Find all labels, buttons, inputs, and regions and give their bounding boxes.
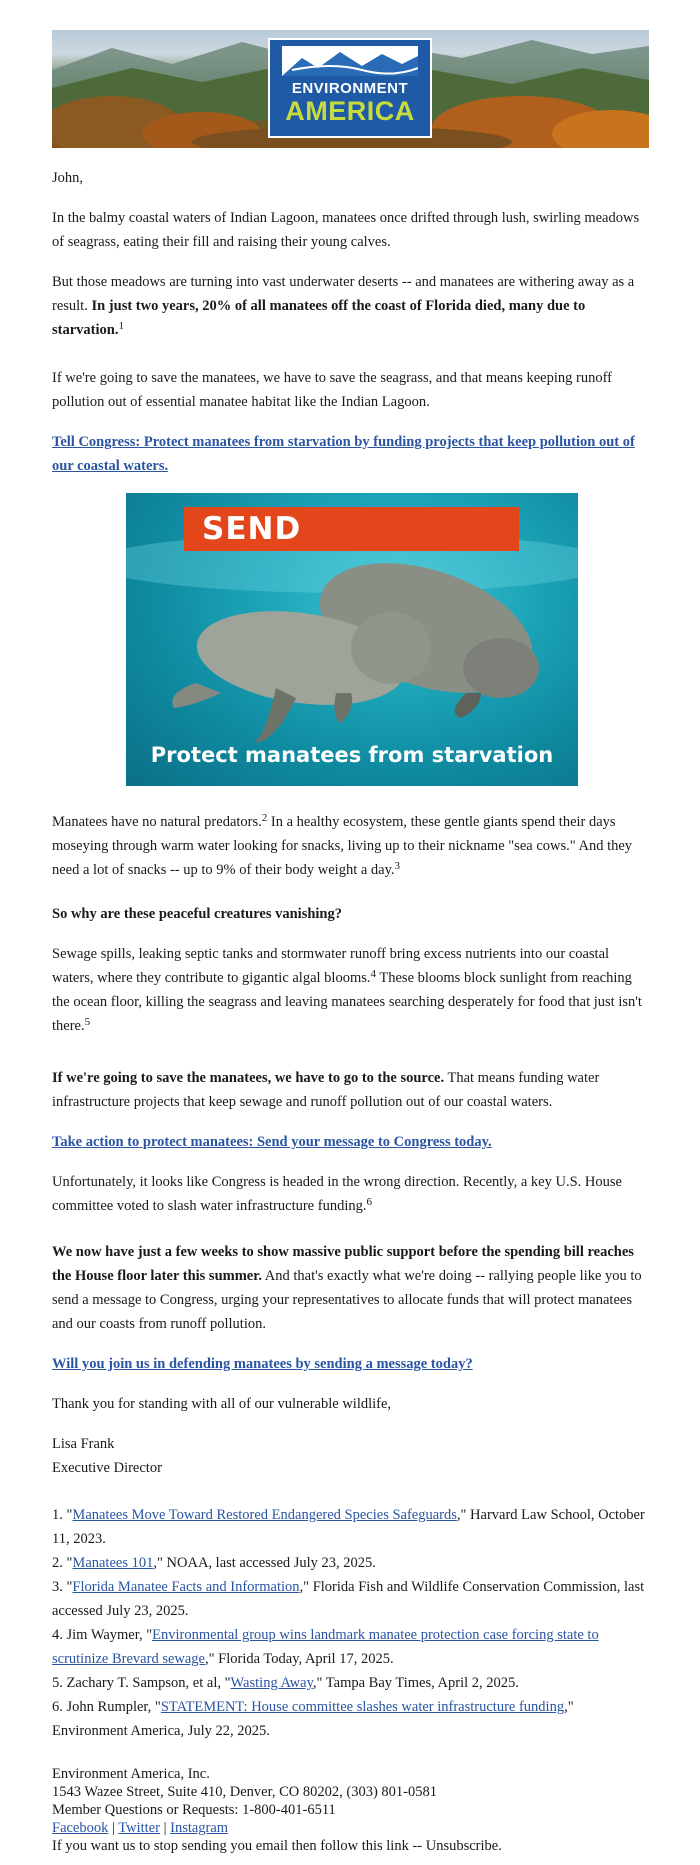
reference-suffix: ," NOAA, last accessed July 23, 2025.	[153, 1555, 376, 1571]
paragraph-predators-text: Manatees have no natural predators.	[52, 814, 262, 830]
paragraph-seagrass: If we're going to save the manatees, we have to save the seagrass, and that means keeping runoff pollution out of essential manatee habitat like the Indian Lagoon.	[52, 370, 612, 410]
reference-item	[52, 1623, 649, 1671]
footnote-ref-4: 4	[370, 968, 377, 980]
paragraph-congress-text: Unfortunately, it looks like Congress is headed in the wrong direction. Recently, a key U.S. House committee voted to slash water infrastructure funding.	[52, 1174, 622, 1214]
signature-name: Lisa Frank	[52, 1436, 115, 1452]
reference-link[interactable]: Environmental group wins landmark manatee protection case forcing state to scrutinize Brevard sewage	[52, 1627, 599, 1667]
footer-unsubscribe[interactable]: If you want us to stop sending you email then follow this link -- Unsubscribe.	[52, 1838, 502, 1854]
reference-item	[52, 1671, 649, 1695]
footer-address: 1543 Wazee Street, Suite 410, Denver, CO 80202, (303) 801-0581	[52, 1784, 437, 1800]
paragraph-predators-text-2: In a healthy ecosystem, these gentle giants spend their days moseying through warm water looking for snacks, living up to their nickname "sea cows." And they need a lot of snacks -- up to 9% of their body weight a day.	[52, 814, 633, 878]
greeting: John,	[52, 170, 84, 186]
twitter-link[interactable]: Twitter	[118, 1820, 160, 1836]
paragraph-source-text: That means funding water infrastructure projects that keep sewage and runoff pollution out of our coastal waters.	[52, 1070, 600, 1110]
section-heading: So why are these peaceful creatures vanishing?	[52, 906, 342, 922]
facebook-link[interactable]: Facebook	[52, 1820, 109, 1836]
reference-prefix: 1. "	[52, 1507, 73, 1523]
footnote-ref-2: 2	[261, 812, 268, 824]
reference-prefix: 2. "	[52, 1555, 73, 1571]
reference-prefix: 3. "	[52, 1579, 73, 1595]
footer-contact: Member Questions or Requests: 1-800-401-6511	[52, 1802, 336, 1818]
footnote-ref-6: 6	[366, 1196, 372, 1208]
reference-link[interactable]: Florida Manatee Facts and Information	[72, 1579, 300, 1595]
paragraph-source	[52, 1066, 649, 1114]
reference-link[interactable]: STATEMENT: House committee slashes water infrastructure funding	[160, 1699, 565, 1715]
paragraph-support-text: And that's exactly what we're doing -- rallying people like you to send a message to Congress, urging your representatives to allocate funds that will protect manatees and our coasts from runoff pollution.	[52, 1268, 642, 1332]
logo-mountain-icon	[282, 46, 418, 76]
reference-suffix: ," Tampa Bay Times, April 2, 2025.	[312, 1675, 519, 1691]
email-footer	[52, 1765, 649, 1855]
closing-line: Thank you for standing with all of our vulnerable wildlife,	[52, 1396, 392, 1412]
paragraph-support-bold: We now have just a few weeks to show massive public support before the spending bill reaches the House floor later this summer.	[52, 1244, 634, 1284]
paragraph-sewage-text-2: These blooms block sunlight from reaching the ocean floor, killing the seagrass and leaving manatees searching desperately for food that just isn't there.	[52, 970, 642, 1034]
paragraph-predators	[52, 810, 649, 882]
paragraph-meadows-bold: In just two years, 20% of all manatees off the coast of Florida died, many due to starvation.	[52, 298, 586, 338]
reference-link[interactable]: Manatees Move Toward Restored Endangered Species Safeguards	[72, 1507, 457, 1523]
reference-suffix: ," Florida Fish and Wildlife Conservation Commission, last accessed July 23, 2025.	[52, 1579, 645, 1619]
signature-title: Executive Director	[52, 1460, 162, 1476]
logo-line1: ENVIRONMENT	[291, 80, 409, 97]
reference-suffix: ," Florida Today, April 17, 2025.	[205, 1651, 394, 1667]
reference-prefix: 5. Zachary T. Sampson, et al, "	[52, 1675, 231, 1691]
footnote-ref-3: 3	[394, 860, 401, 872]
send-banner	[184, 507, 519, 551]
paragraph-congress	[52, 1170, 649, 1218]
environment-america-logo[interactable]	[268, 38, 432, 138]
image-caption: Protect manatees from starvation	[150, 743, 554, 767]
reference-link[interactable]: Manatees 101	[72, 1555, 154, 1571]
reference-prefix: 6. John Rumpler, "	[52, 1699, 161, 1715]
header-banner	[52, 30, 649, 148]
reference-item	[52, 1575, 649, 1623]
manatee-send-image[interactable]	[126, 493, 578, 786]
reference-prefix: 4. Jim Waymer, "	[52, 1627, 153, 1643]
logo-line2: AMERICA	[285, 96, 415, 126]
paragraph-meadows	[52, 270, 649, 342]
cta-link-take-action[interactable]: Take action to protect manatees: Send your message to Congress today.	[52, 1134, 492, 1150]
footnote-ref-5: 5	[84, 1016, 91, 1028]
references-list	[52, 1503, 649, 1743]
paragraph-sewage-text: Sewage spills, leaking septic tanks and stormwater runoff bring excess nutrients into our coastal waters, where they contribute to gigantic algal blooms.	[52, 946, 610, 986]
reference-item	[52, 1551, 649, 1575]
paragraph-intro: In the balmy coastal waters of Indian Lagoon, manatees once drifted through lush, swirling meadows of seagrass, eating their fill and raising their young calves.	[52, 210, 640, 250]
separator: |	[159, 1820, 171, 1836]
cta-link-join-us[interactable]: Will you join us in defending manatees by sending a message today?	[52, 1356, 473, 1372]
reference-link[interactable]: Wasting Away	[230, 1675, 313, 1691]
paragraph-source-bold: If we're going to save the manatees, we have to go to the source.	[52, 1070, 445, 1086]
reference-item	[52, 1695, 649, 1743]
reference-item	[52, 1503, 649, 1551]
reference-suffix: ," Harvard Law School, October 11, 2023.	[52, 1507, 645, 1547]
paragraph-meadows-text: But those meadows are turning into vast underwater deserts -- and manatees are withering away as a result.	[52, 274, 635, 314]
send-label: SEND	[202, 511, 302, 547]
paragraph-sewage	[52, 942, 649, 1038]
reference-suffix: ," Environment America, July 22, 2025.	[52, 1699, 574, 1739]
footer-social	[52, 1819, 649, 1837]
footer-org: Environment America, Inc.	[52, 1766, 210, 1782]
separator: |	[108, 1820, 119, 1836]
instagram-link[interactable]: Instagram	[170, 1820, 229, 1836]
cta-link-tell-congress[interactable]: Tell Congress: Protect manatees from starvation by funding projects that keep pollution out of our coastal waters.	[52, 434, 635, 474]
footnote-ref-1: 1	[118, 320, 124, 332]
paragraph-support	[52, 1240, 649, 1336]
